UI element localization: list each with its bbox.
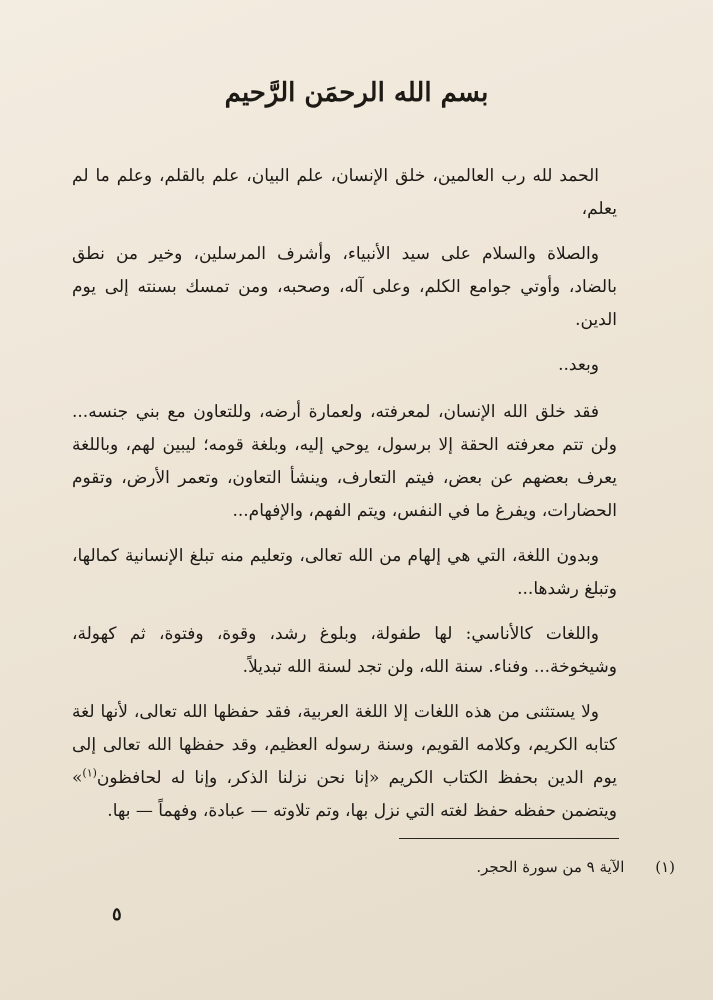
paragraph-salutation: والصلاة والسلام على سيد الأنبياء، وأشرف المرسلين، وخير من نطق بالضاد، وأوتي جوامع الكلم، وعلى آله، وصحبه، ومن تمسك بسنته إلى يوم الدين.: [72, 244, 617, 330]
footnote-reference: (١): [82, 766, 97, 780]
footnote-text: الآية ٩ من سورة الحجر.: [476, 858, 625, 876]
page-number: ٥: [112, 904, 122, 925]
footnote-divider: [399, 838, 619, 839]
footnote: [115, 858, 675, 876]
body-text: [72, 160, 617, 840]
paragraph-language: وبدون اللغة، التي هي إلهام من الله تعالى، وتعليم منه تبلغ الإنسانية كمالها، وتبلغ رشدها...: [72, 546, 617, 599]
paragraph-praise: الحمد لله رب العالمين، خلق الإنسان، علم البيان، علم بالقلم، وعلم ما لم يعلم،: [72, 166, 617, 219]
paragraph-languages-lifecycle: واللغات كالأناسي: لها طفولة، وبلوغ رشد، وقوة، وفتوة، ثم كهولة، وشيخوخة... وفناء. سنة الله، ولن تجد لسنة الله تبديلاً.: [72, 624, 617, 677]
basmala-heading: بسم الله الرحمَن الرَّحيم: [224, 78, 489, 108]
paragraph-wabad: وبعد..: [558, 355, 599, 375]
paragraph-arabic-preserved: [72, 696, 617, 828]
paragraph-creation: فقد خلق الله الإنسان، لمعرفته، ولعمارة أرضه، وللتعاون مع بني جنسه... ولن تتم معرفته الحقة إلا برسول، يوحي إليه، وبلغة قومه؛ ليبين لهم، وباللغة يعرف بعضهم عن بعض، فيتم التعارف، وينشأ التعاون، وتعمر الأرض، وتقوم الحضارات، ويفرغ ما في النفس، ويتم الفهم، والإفهام...: [72, 402, 617, 521]
paragraph-arabic-part-2: » ويتضمن حفظه حفظ لغته التي نزل بها، وتم تلاوته — عبادة، وفهماً — بها.: [72, 768, 617, 821]
footnote-number: (١): [655, 858, 675, 876]
paragraph-arabic-part-1: ولا يستثنى من هذه اللغات إلا اللغة العربية، فقد حفظها الله تعالى، لأنها لغة كتابه الكريم، وكلامه القويم، وسنة رسوله العظيم، وقد حفظها الله تعالى إلى يوم الدين بحفظ الكتاب الكريم «إنا نحن نزلنا الذكر، وإنا له لحافظون: [72, 702, 617, 788]
